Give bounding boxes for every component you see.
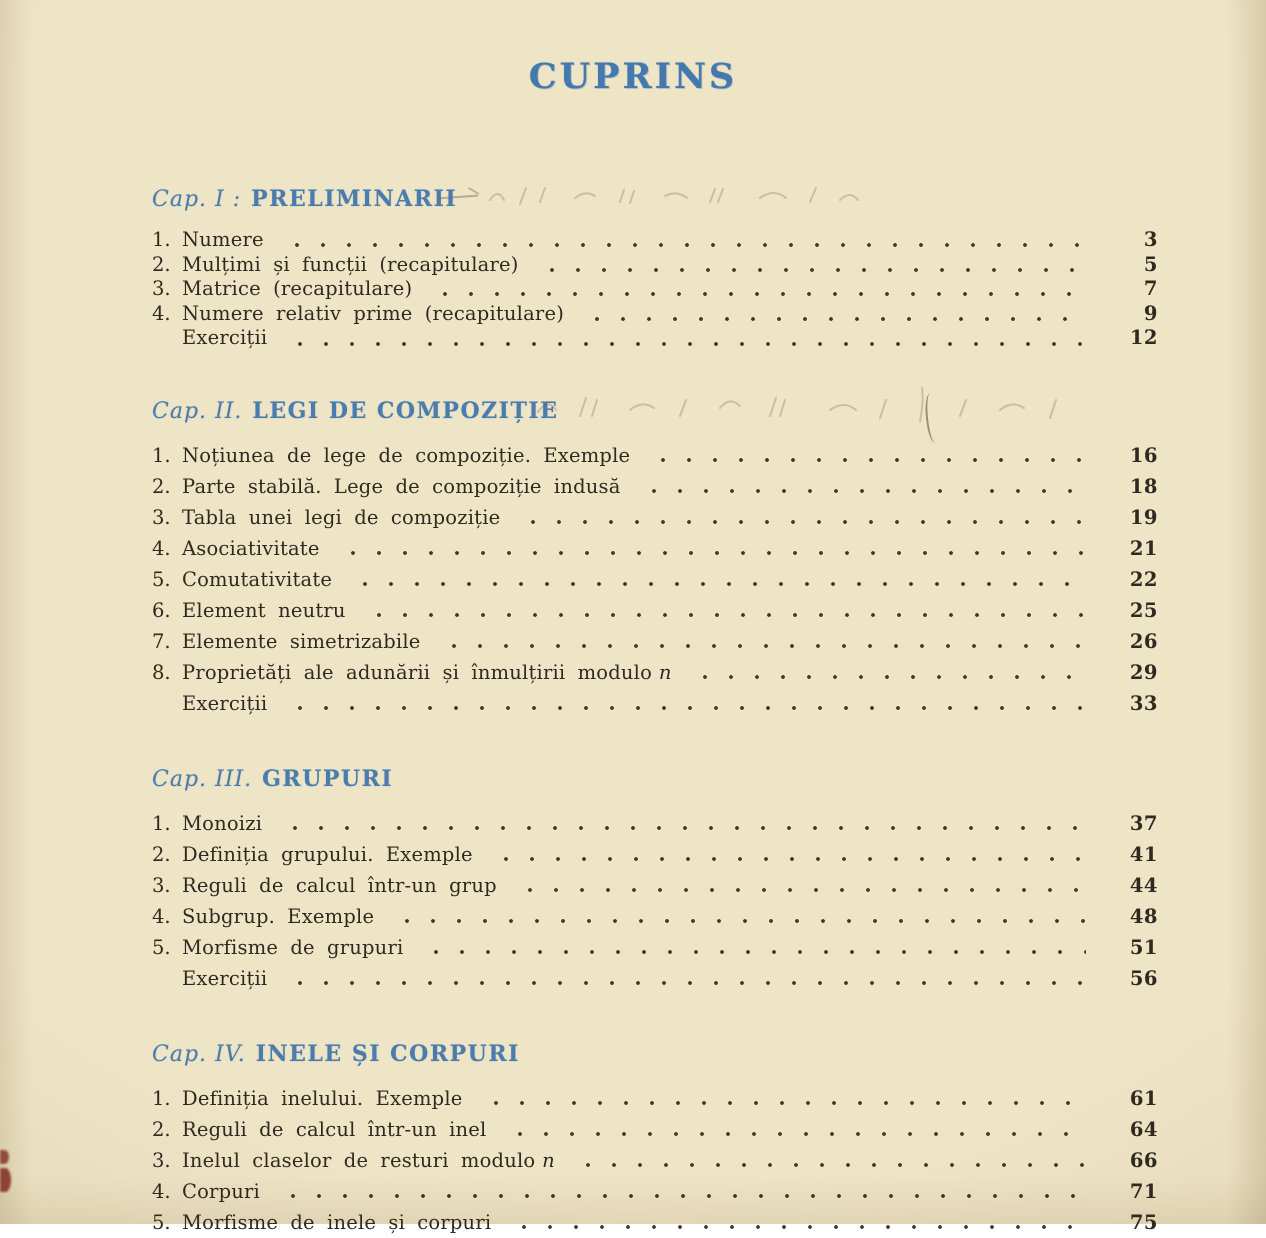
item-variable: n: [542, 1148, 555, 1172]
chapter-label: Cap. IV.: [152, 1041, 246, 1067]
dot-leader: [505, 1214, 1086, 1230]
item-number: 2.: [152, 842, 171, 866]
page-number: 44: [1129, 873, 1158, 897]
item-number: 1.: [152, 1086, 171, 1110]
toc-row: [152, 253, 1158, 278]
item-title: Proprietăți ale adunării și înmulțirii modulo n: [182, 660, 672, 684]
chapter-section: [152, 1041, 1158, 1238]
chapter-heading: [152, 766, 1158, 792]
page-number: 29: [1129, 660, 1158, 684]
item-number: 2.: [152, 252, 171, 276]
toc-row: [152, 277, 1158, 302]
item-number: 3.: [152, 1148, 171, 1172]
red-ink-blot: [0, 1150, 9, 1164]
toc-row: [152, 471, 1158, 502]
dot-leader: [435, 633, 1087, 649]
chapter-title: INELE ȘI CORPURI: [255, 1040, 520, 1067]
chapter-heading: [152, 398, 1158, 424]
toc-row: [152, 1145, 1158, 1176]
dot-leader: [388, 908, 1086, 924]
item-title: Reguli de calcul într-un inel: [182, 1117, 487, 1141]
item-title: Inelul claselor de resturi modulo n: [182, 1148, 555, 1172]
dot-leader: [278, 232, 1086, 248]
dot-leader: [276, 815, 1086, 831]
toc-row: [152, 688, 1158, 719]
page-number: 51: [1129, 935, 1158, 959]
item-number: 5.: [152, 1210, 171, 1234]
item-title: Definiția grupului. Exemple: [182, 842, 473, 866]
item-number: 4.: [152, 536, 171, 560]
item-title: Definiția inelului. Exemple: [182, 1086, 463, 1110]
chapter-section: [152, 766, 1158, 994]
dot-leader: [511, 877, 1086, 893]
item-title: Noțiunea de lege de compoziție. Exemple: [182, 443, 631, 467]
chapter-label: Cap. II.: [152, 398, 243, 424]
item-number: 7.: [152, 629, 171, 653]
chapter-label: Cap. I :: [152, 187, 242, 212]
page-number: 18: [1129, 474, 1158, 498]
chapter-title: PRELIMINARII: [251, 186, 458, 212]
page-title: CUPRINS: [528, 56, 738, 97]
chapter-title: GRUPURI: [262, 765, 394, 792]
item-number: 1.: [152, 443, 171, 467]
toc-row: [152, 932, 1158, 963]
dot-leader: [346, 571, 1086, 587]
dot-leader: [686, 664, 1086, 680]
dot-leader: [501, 1121, 1087, 1137]
toc-row: [152, 564, 1158, 595]
toc-row: [152, 595, 1158, 626]
toc-row: [152, 228, 1158, 253]
item-number: 1.: [152, 811, 171, 835]
dot-leader: [644, 447, 1086, 463]
item-title: Exerciții: [182, 966, 268, 990]
item-title: Asociativitate: [182, 536, 320, 560]
page-number: 21: [1129, 536, 1158, 560]
dot-leader: [274, 1183, 1086, 1199]
toc-row: [152, 1083, 1158, 1114]
page-number: 66: [1129, 1148, 1158, 1172]
item-number: 5.: [152, 935, 171, 959]
item-number: 3.: [152, 505, 171, 529]
item-number: 3.: [152, 873, 171, 897]
item-title: Morfisme de grupuri: [182, 935, 404, 959]
dot-leader: [533, 257, 1086, 273]
page-number: 71: [1129, 1179, 1158, 1203]
dot-leader: [569, 1152, 1086, 1168]
toc-row: [152, 839, 1158, 870]
page-number: 7: [1143, 277, 1158, 301]
red-ink-blot: [0, 1168, 11, 1192]
item-title: Numere: [182, 228, 264, 251]
dot-leader: [477, 1090, 1086, 1106]
item-title: Morfisme de inele și corpuri: [182, 1210, 492, 1234]
item-title: Comutativitate: [182, 567, 333, 591]
toc-row: [152, 870, 1158, 901]
toc-row: [152, 1176, 1158, 1207]
page-number: 61: [1129, 1086, 1158, 1110]
dot-leader: [417, 939, 1086, 955]
toc-row: [152, 502, 1158, 533]
page-number: 64: [1129, 1117, 1158, 1141]
item-number: 3.: [152, 277, 171, 301]
item-number: 2.: [152, 1117, 171, 1141]
page-number: 75: [1129, 1210, 1158, 1234]
chapter-section: [152, 186, 1158, 351]
page-number: 37: [1129, 811, 1158, 835]
dot-leader: [281, 970, 1086, 986]
item-variable: n: [658, 660, 672, 684]
chapter-section: [152, 398, 1158, 719]
page-number: 25: [1129, 598, 1158, 622]
dot-leader: [487, 846, 1086, 862]
chapter-label: Cap. III.: [152, 766, 253, 792]
item-number: 8.: [152, 660, 171, 684]
item-number: 2.: [152, 474, 171, 498]
dot-leader: [360, 602, 1086, 618]
dot-leader: [514, 509, 1086, 525]
item-title: Tabla unei legi de compoziție: [182, 505, 501, 529]
item-title: Subgrup. Exemple: [182, 904, 375, 928]
page-number: 56: [1129, 966, 1158, 990]
toc-row: [152, 963, 1158, 994]
page-number: 12: [1129, 326, 1158, 350]
chapter-heading: [152, 1041, 1158, 1067]
page-number: 5: [1143, 252, 1158, 276]
item-number: 4.: [152, 301, 171, 325]
item-title: Mulțimi și funcții (recapitulare): [182, 252, 519, 276]
page-number: 22: [1129, 567, 1158, 591]
toc-row: [152, 302, 1158, 327]
item-title: Monoizi: [182, 811, 263, 835]
item-title: Reguli de calcul într-un grup: [182, 873, 497, 897]
table-of-contents: [152, 186, 1158, 1238]
toc-row: [152, 326, 1158, 351]
item-number: 4.: [152, 904, 171, 928]
dot-leader: [426, 281, 1086, 297]
dot-leader: [578, 306, 1086, 322]
dot-leader: [635, 478, 1086, 494]
page-number: 19: [1129, 505, 1158, 529]
item-title: Parte stabilă. Lege de compoziție indusă: [182, 474, 621, 498]
toc-row: [152, 1207, 1158, 1238]
toc-row: [152, 901, 1158, 932]
dot-leader: [281, 695, 1086, 711]
page-number: 33: [1129, 691, 1158, 715]
item-title: Numere relativ prime (recapitulare): [182, 301, 565, 325]
page-number: 16: [1129, 443, 1158, 467]
chapter-heading: [152, 186, 1158, 212]
toc-row: [152, 1114, 1158, 1145]
dot-leader: [334, 540, 1086, 556]
item-number: 6.: [152, 598, 171, 622]
toc-row: [152, 626, 1158, 657]
toc-row: [152, 440, 1158, 471]
toc-row: [152, 657, 1158, 688]
item-title: Exerciții: [182, 326, 268, 350]
item-title: Corpuri: [182, 1179, 260, 1203]
page-number: 48: [1129, 904, 1158, 928]
item-title: Elemente simetrizabile: [182, 629, 421, 653]
item-title: Matrice (recapitulare): [182, 277, 413, 301]
toc-row: [152, 533, 1158, 564]
page-number: 26: [1129, 629, 1158, 653]
item-title: Exerciții: [182, 691, 268, 715]
page-number: 9: [1143, 301, 1158, 325]
item-number: 1.: [152, 228, 171, 251]
page-number: 41: [1129, 842, 1158, 866]
chapter-title: LEGI DE COMPOZIȚIE: [252, 397, 559, 424]
dot-leader: [281, 331, 1086, 347]
item-number: 5.: [152, 567, 171, 591]
toc-row: [152, 808, 1158, 839]
item-number: 4.: [152, 1179, 171, 1203]
page-number: 3: [1143, 228, 1158, 251]
item-title: Element neutru: [182, 598, 346, 622]
